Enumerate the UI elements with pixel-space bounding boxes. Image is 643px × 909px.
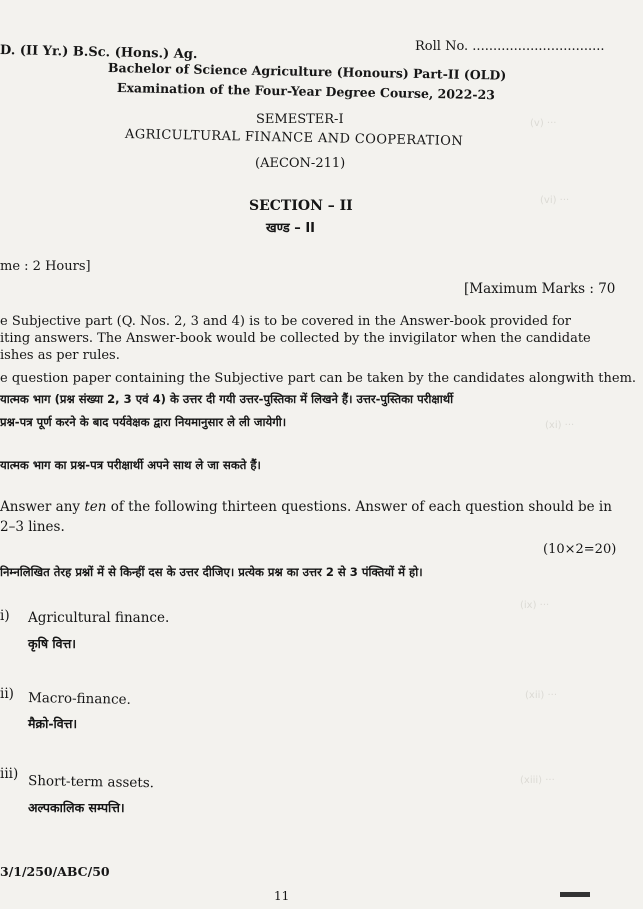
question-emphasis: ten — [84, 499, 107, 515]
sub-question-text: Short-term assets. — [27, 773, 155, 792]
bleed-through: (ix) ··· — [520, 600, 550, 611]
roll-number-field: Roll No. ................................ — [415, 39, 605, 54]
instruction-line: e question paper containing the Subjective part can be taken by the candidates alongwith them. — [0, 371, 637, 386]
paper-code: 3/1/250/ABC/50 — [0, 864, 110, 879]
sub-question-number: iii) — [0, 766, 19, 782]
instruction-line-hindi: प्रश्न-पत्र पूर्ण करने के बाद पर्यवेक्षक द्वारा नियमानुसार ले ली जायेगी। — [0, 415, 287, 429]
sub-question-text-hindi: मैक्रो-वित्त। — [28, 716, 78, 731]
instruction-line: ishes as per rules. — [0, 348, 120, 363]
max-marks: [Maximum Marks : 70 — [464, 281, 616, 297]
decorative-mark — [560, 892, 590, 897]
instruction-line-hindi: यात्मक भाग का प्रश्न-पत्र परीक्षार्थी अपने साथ ले जा सकते हैं। — [0, 458, 261, 472]
bleed-through: (xii) ··· — [525, 690, 557, 701]
question-text-hindi: निम्नलिखित तेरह प्रश्नों में से किन्हीं दस के उत्तर दीजिए। प्रत्येक प्रश्न का उत्तर 2 से 3 पंक्तियों में हो। — [0, 565, 423, 579]
exam-time: me : 2 Hours] — [0, 259, 91, 274]
sub-question-text: Agricultural finance. — [28, 610, 170, 626]
subject-code: (AECON-211) — [255, 156, 346, 171]
bleed-through: (xi) ··· — [545, 420, 575, 431]
sub-question-number: ii) — [0, 686, 14, 702]
semester: SEMESTER-I — [256, 112, 344, 127]
question-prefix: Answer any — [0, 499, 85, 515]
instruction-line: e Subjective part (Q. Nos. 2, 3 and 4) is to be covered in the Answer-book provided for — [0, 314, 572, 329]
question-text-line2: 2–3 lines. — [0, 519, 65, 535]
bleed-through: (v) ··· — [530, 118, 557, 129]
degree-title: Bachelor of Science Agriculture (Honours) Part-II (OLD) — [107, 60, 507, 83]
question-marks: (10×2=20) — [543, 542, 617, 557]
exam-title: Examination of the Four-Year Degree Course, 2022-23 — [116, 80, 496, 103]
question-rest: of the following thirteen questions. Answer of each question should be in — [106, 499, 612, 515]
page-number: 11 — [274, 889, 290, 903]
course-code: D. (II Yr.) B.Sc. (Hons.) Ag. — [0, 43, 198, 63]
bleed-through: (xiii) ··· — [520, 775, 555, 786]
sub-question-number: i) — [0, 608, 10, 624]
sub-question-text-hindi: अल्पकालिक सम्पत्ति। — [28, 800, 125, 815]
instruction-line-hindi: यात्मक भाग (प्रश्न संख्या 2, 3 एवं 4) के उत्तर दी गयी उत्तर-पुस्तिका में लिखने हैं। उत्तर-पुस्तिका परीक्षार्थी — [0, 392, 454, 406]
section-title-hindi: खण्ड – II — [266, 221, 315, 236]
question-text — [0, 501, 612, 515]
section-title: SECTION – II — [249, 198, 353, 214]
sub-question-text-hindi: कृषि वित्त। — [28, 636, 76, 651]
instruction-line: iting answers. The Answer-book would be collected by the invigilator when the candidate — [0, 331, 591, 346]
bleed-through: (vi) ··· — [540, 195, 570, 206]
subject-name: AGRICULTURAL FINANCE AND COOPERATION — [124, 127, 464, 150]
sub-question-text: Macro-finance. — [27, 690, 131, 708]
